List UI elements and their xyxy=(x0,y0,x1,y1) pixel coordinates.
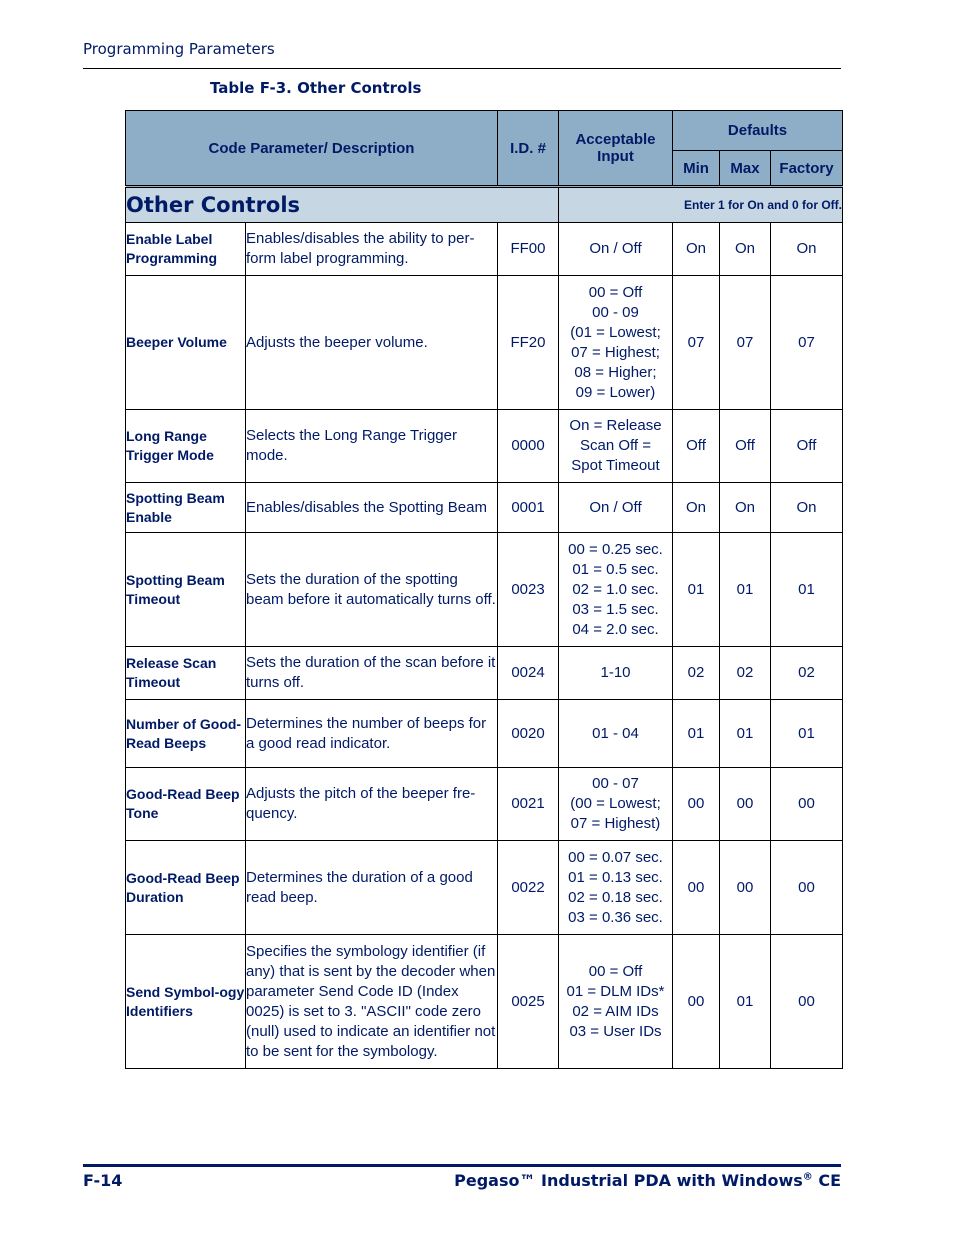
param-description: Determines the number of beeps for a good read indicator. xyxy=(246,700,498,768)
footer-rule xyxy=(83,1164,841,1167)
table-row xyxy=(126,276,843,410)
table-row xyxy=(126,935,843,1069)
default-factory: Off xyxy=(771,410,843,483)
col-header-max: Max xyxy=(720,151,771,187)
default-min: 07 xyxy=(673,276,720,410)
default-max: On xyxy=(720,223,771,276)
default-min: 01 xyxy=(673,700,720,768)
param-input: On / Off xyxy=(559,483,673,533)
param-name: Enable Label Programming xyxy=(126,223,246,276)
param-description: Adjusts the beeper volume. xyxy=(246,276,498,410)
param-name: Good-Read Beep Duration xyxy=(126,841,246,935)
default-factory: 02 xyxy=(771,647,843,700)
default-min: Off xyxy=(673,410,720,483)
param-description: Determines the duration of a good read beep. xyxy=(246,841,498,935)
default-factory: On xyxy=(771,223,843,276)
param-id: 0022 xyxy=(498,841,559,935)
default-max: 02 xyxy=(720,647,771,700)
param-description: Sets the duration of the scan before it turns off. xyxy=(246,647,498,700)
param-name: Spotting Beam Enable xyxy=(126,483,246,533)
param-description: Selects the Long Range Trigger mode. xyxy=(246,410,498,483)
default-min: 00 xyxy=(673,768,720,841)
param-id: 0024 xyxy=(498,647,559,700)
table-row xyxy=(126,410,843,483)
default-min: 00 xyxy=(673,841,720,935)
default-max: Off xyxy=(720,410,771,483)
table-row xyxy=(126,841,843,935)
param-id: 0023 xyxy=(498,533,559,647)
col-header-id: I.D. # xyxy=(498,111,559,187)
registered-mark: ® xyxy=(802,1171,813,1183)
book-title-suffix: CE xyxy=(818,1171,841,1190)
param-input: 00 = Off 00 - 09 (01 = Lowest; 07 = Highest; 08 = Higher; 09 = Lower) xyxy=(559,276,673,410)
default-min: 02 xyxy=(673,647,720,700)
param-input: On / Off xyxy=(559,223,673,276)
param-description: Enables/disables the ability to per-form label programming. xyxy=(246,223,498,276)
param-name: Release Scan Timeout xyxy=(126,647,246,700)
default-max: 07 xyxy=(720,276,771,410)
table-row xyxy=(126,647,843,700)
default-factory: 01 xyxy=(771,533,843,647)
section-title: Other Controls xyxy=(126,187,559,223)
param-name: Spotting Beam Timeout xyxy=(126,533,246,647)
param-id: 0000 xyxy=(498,410,559,483)
table-row xyxy=(126,533,843,647)
default-max: 01 xyxy=(720,700,771,768)
table-row xyxy=(126,700,843,768)
default-max: 00 xyxy=(720,768,771,841)
param-name: Number of Good-Read Beeps xyxy=(126,700,246,768)
param-description: Specifies the symbology identifier (if any) that is sent by the decoder when parameter Send Code ID (Index 0025) is set to 3. "ASCII" code zero (null) used to indicate an identifier not to be sent for the symbology. xyxy=(246,935,498,1069)
col-header-factory: Factory xyxy=(771,151,843,187)
param-name: Send Symbol-ogy Identifiers xyxy=(126,935,246,1069)
default-min: On xyxy=(673,483,720,533)
col-header-param: Code Parameter/ Description xyxy=(126,111,498,187)
default-max: 00 xyxy=(720,841,771,935)
param-id: 0025 xyxy=(498,935,559,1069)
page-number: F-14 xyxy=(83,1171,123,1190)
param-name: Long Range Trigger Mode xyxy=(126,410,246,483)
running-head: Programming Parameters xyxy=(83,40,275,58)
param-id: FF20 xyxy=(498,276,559,410)
default-max: On xyxy=(720,483,771,533)
col-header-min: Min xyxy=(673,151,720,187)
section-row xyxy=(126,187,843,223)
default-factory: 00 xyxy=(771,768,843,841)
param-input: 00 = Off 01 = DLM IDs* 02 = AIM IDs 03 = User IDs xyxy=(559,935,673,1069)
param-input: On = Release Scan Off = Spot Timeout xyxy=(559,410,673,483)
param-id: FF00 xyxy=(498,223,559,276)
table-caption: Table F-3. Other Controls xyxy=(210,79,422,97)
col-header-defaults: Defaults xyxy=(673,111,843,151)
param-input: 00 = 0.25 sec. 01 = 0.5 sec. 02 = 1.0 sec. 03 = 1.5 sec. 04 = 2.0 sec. xyxy=(559,533,673,647)
param-input: 01 - 04 xyxy=(559,700,673,768)
param-id: 0001 xyxy=(498,483,559,533)
header-rule xyxy=(83,68,841,69)
param-description: Adjusts the pitch of the beeper fre-quency. xyxy=(246,768,498,841)
default-factory: 00 xyxy=(771,841,843,935)
default-factory: 01 xyxy=(771,700,843,768)
table-row xyxy=(126,483,843,533)
default-max: 01 xyxy=(720,533,771,647)
default-min: 00 xyxy=(673,935,720,1069)
default-min: On xyxy=(673,223,720,276)
param-input: 00 - 07 (00 = Lowest; 07 = Highest) xyxy=(559,768,673,841)
col-header-input: Acceptable Input xyxy=(559,111,673,187)
table-row xyxy=(126,223,843,276)
default-factory: On xyxy=(771,483,843,533)
book-title xyxy=(454,1171,841,1190)
param-description: Enables/disables the Spotting Beam xyxy=(246,483,498,533)
book-title-text: Pegaso™ Industrial PDA with Windows xyxy=(454,1171,803,1190)
param-id: 0021 xyxy=(498,768,559,841)
default-factory: 00 xyxy=(771,935,843,1069)
param-input: 00 = 0.07 sec. 01 = 0.13 sec. 02 = 0.18 sec. 03 = 0.36 sec. xyxy=(559,841,673,935)
default-max: 01 xyxy=(720,935,771,1069)
default-min: 01 xyxy=(673,533,720,647)
param-description: Sets the duration of the spotting beam before it automatically turns off. xyxy=(246,533,498,647)
param-id: 0020 xyxy=(498,700,559,768)
default-factory: 07 xyxy=(771,276,843,410)
param-input: 1-10 xyxy=(559,647,673,700)
param-name: Beeper Volume xyxy=(126,276,246,410)
param-name: Good-Read Beep Tone xyxy=(126,768,246,841)
other-controls-table xyxy=(125,110,843,1069)
table-row xyxy=(126,768,843,841)
section-note: Enter 1 for On and 0 for Off. xyxy=(559,187,843,223)
